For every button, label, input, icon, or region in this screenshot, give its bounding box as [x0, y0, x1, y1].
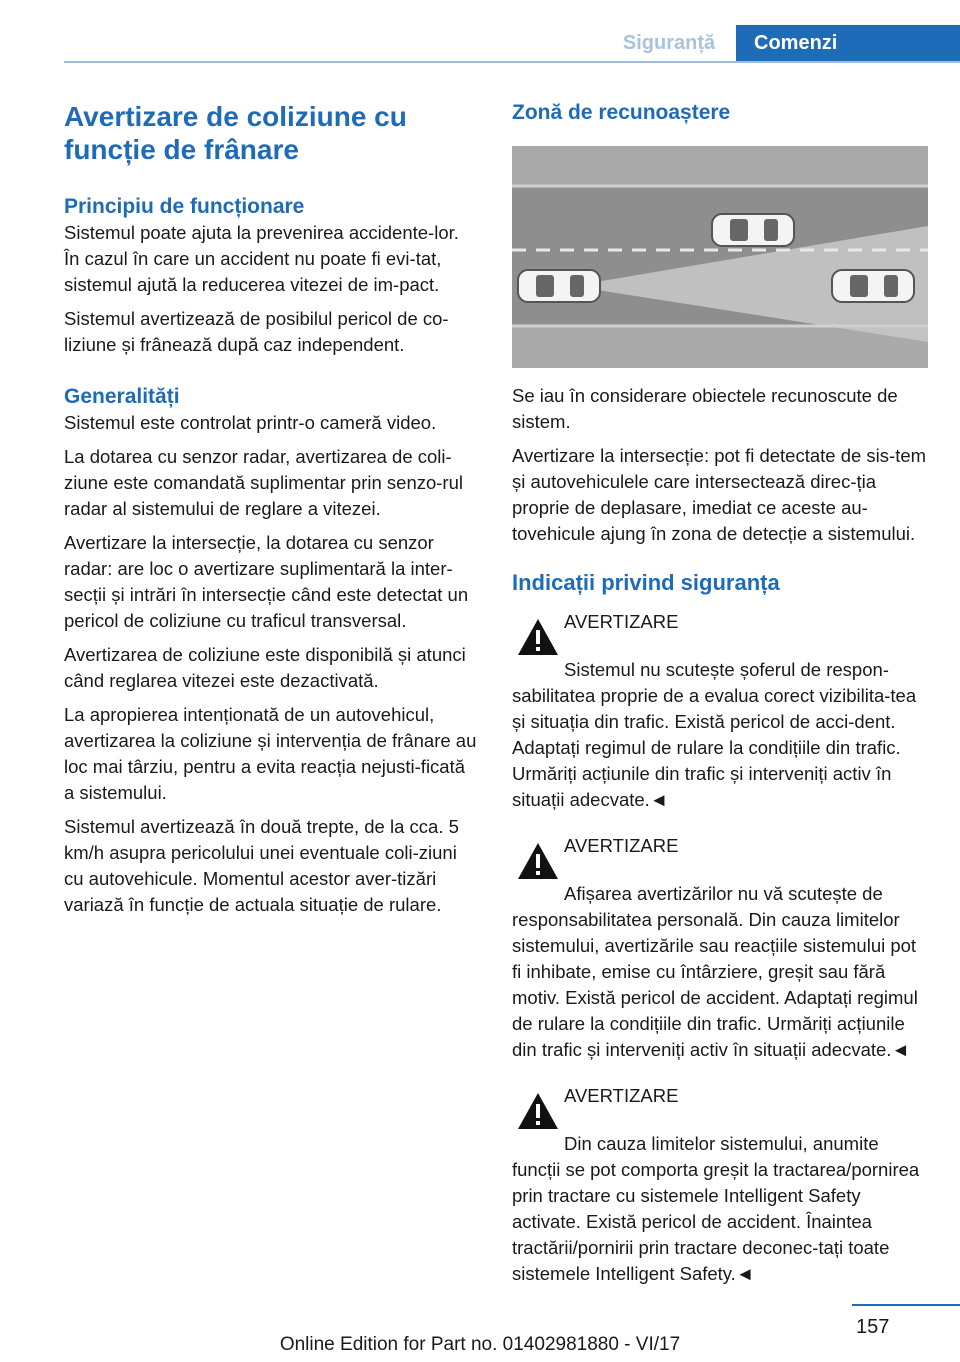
paragraph: Sistemul avertizează de posibilul pericol de co-liziune și frânează după caz independent.	[64, 308, 449, 355]
paragraph: Sistemul avertizează în două trepte, de la cca. 5 km/h asupra pericolului unei eventuale coli-ziuni cu autovehicule. Momentul acestor aver-tizări variază în funcție de actuala situație de rulare.	[64, 816, 459, 915]
tab-comenzi[interactable]: Comenzi	[736, 25, 960, 61]
detection-zone-figure	[512, 146, 928, 368]
paragraph: Avertizarea de coliziune este disponibilă și atunci când reglarea vitezei este dezactivată.	[64, 644, 466, 691]
page-title: Avertizare de coliziune cu funcție de frânare	[64, 101, 407, 165]
warning-title: AVERTIZARE	[564, 611, 679, 632]
paragraph: La dotarea cu senzor radar, avertizarea de coli-ziune este comandată suplimentar prin senzo-rul radar al sistemului de reglare a vitezei.	[64, 446, 463, 519]
warning-text: Afișarea avertizărilor nu vă scutește de responsabilitatea personală. Din cauza limitelor sistemului, avertizările sau reacțiile sistemului pot fi inhibate, emise cu întârziere, greșit sau fără motiv. Există pericol de accident. Adaptați regimul de rulare la condițiile din trafic. Urmăriți acțiunile din trafic și interveniți activ în situații adecvate.◄	[512, 883, 918, 1060]
footer-rule	[852, 1304, 960, 1306]
car-ahead-own-lane-icon	[832, 270, 914, 302]
warning-triangle-icon	[512, 617, 564, 657]
paragraph: Avertizare la intersecție, la dotarea cu senzor radar: are loc o avertizare suplimentară la inter-secții și intrări în intersecție când este detectat un pericol de coliziune cu traficul transversal.	[64, 532, 469, 631]
tab-siguranta[interactable]: Siguranță	[622, 32, 716, 54]
warning-block	[512, 1083, 930, 1287]
left-column	[64, 100, 478, 926]
car-ahead-left-lane-icon	[712, 214, 794, 246]
page-number: 157	[856, 1316, 890, 1338]
paragraph: Sistemul este controlat printr-o cameră video.	[64, 412, 437, 433]
section-heading-zona: Zonă de recunoaștere	[512, 101, 731, 124]
paragraph: Sistemul poate ajuta la prevenirea accidente-lor. În cazul în care un accident nu poate fi evi-tat, sistemul ajută la reducerea vitezei de im-pact.	[64, 222, 459, 295]
paragraph: Avertizare la intersecție: pot fi detectate de sis-tem și autovehiculele care intersectează direc-ția proprie de deplasare, imediat ce aceste au-tovehicule ajung în zona de detecție a sistemului.	[512, 445, 927, 544]
own-car-icon	[518, 270, 600, 302]
paragraph: Se iau în considerare obiectele recunoscute de sistem.	[512, 385, 898, 432]
section-heading-indicatii: Indicații privind siguranța	[512, 570, 780, 595]
warning-text: Din cauza limitelor sistemului, anumite funcții se pot comporta greșit la tractarea/pornirea prin tractare cu sistemele Intelligent Safety activate. Există pericol de accident. Înaintea tractării/pornirii prin tractare deconec-tați toate sistemele Intelligent Safety.◄	[512, 1133, 920, 1284]
warning-block	[512, 609, 930, 813]
paragraph: La apropierea intenționată de un autovehicul, avertizarea la coliziune și intervenția de frânare au loc mai târziu, pentru a evita reacția nejusti-ficată a sistemului.	[64, 704, 477, 803]
warning-triangle-icon	[512, 841, 564, 881]
warning-title: AVERTIZARE	[564, 1085, 679, 1106]
section-heading-principiu: Principiu de funcționare	[64, 195, 305, 218]
section-heading-generalitati: Generalități	[64, 385, 180, 408]
right-column	[512, 100, 930, 1287]
warning-block	[512, 833, 930, 1063]
warning-title: AVERTIZARE	[564, 835, 679, 856]
edition-footer: Online Edition for Part no. 01402981880 - VI/17	[279, 1334, 681, 1355]
warning-triangle-icon	[512, 1091, 564, 1131]
warning-text: Sistemul nu scutește șoferul de respon-sabilitatea proprie de a evalua corect vizibilita-tea și situația din trafic. Există pericol de acci-dent. Adaptați regimul de rulare la condițiile din trafic. Urmăriți acțiunile din trafic și interveniți activ în situații adecvate.◄	[512, 659, 917, 810]
header-rule	[64, 61, 960, 63]
